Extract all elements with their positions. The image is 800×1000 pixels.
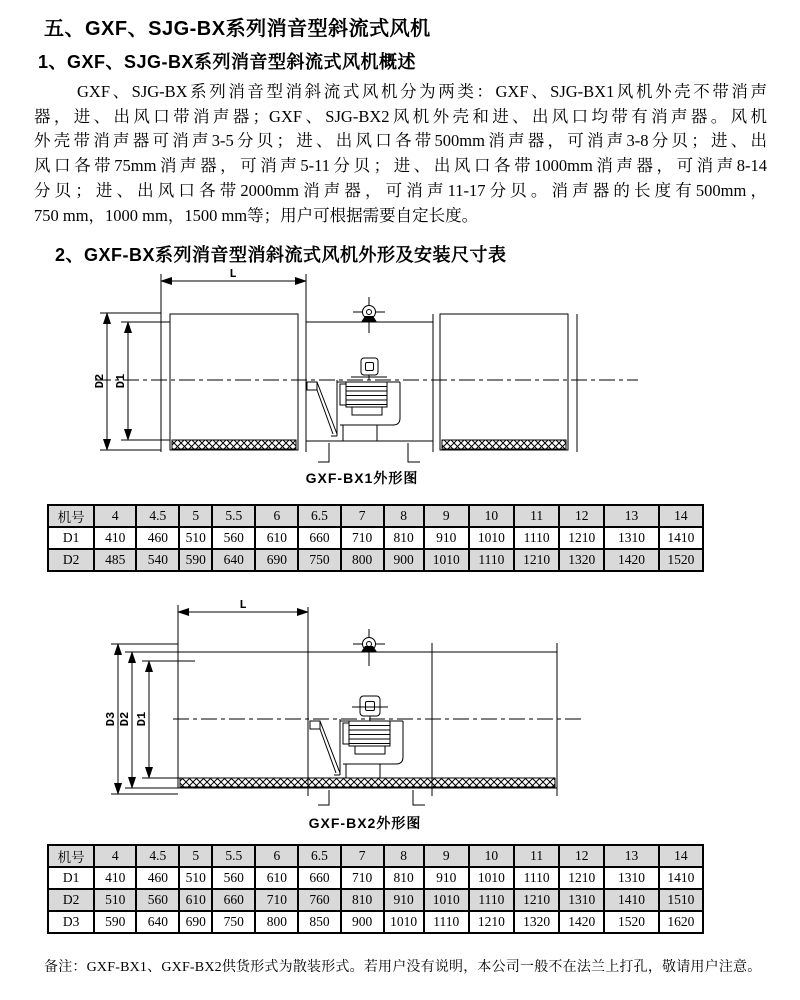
value-cell: 690 bbox=[179, 911, 212, 933]
value-cell: 910 bbox=[384, 889, 424, 911]
d1-dim-label: D1 bbox=[135, 711, 149, 727]
motor-impeller-assembly bbox=[307, 380, 400, 441]
value-cell: 1010 bbox=[424, 889, 469, 911]
value-cell: 850 bbox=[298, 911, 340, 933]
value-cell: 810 bbox=[341, 889, 384, 911]
value-cell: 610 bbox=[255, 867, 298, 889]
table-row bbox=[48, 549, 703, 571]
value-cell: 1210 bbox=[514, 549, 559, 571]
intro-line: GXF、SJG-BX系列消音型消斜流式风机分为两类：GXF、SJG-BX1风机外壳不带消声 bbox=[77, 82, 767, 101]
motor-impeller-assembly bbox=[310, 719, 403, 778]
value-cell: 1110 bbox=[469, 549, 514, 571]
value-cell: 510 bbox=[179, 867, 212, 889]
dimension-annotations bbox=[104, 600, 308, 794]
value-cell: 6 bbox=[255, 845, 298, 867]
value-cell: 11 bbox=[514, 505, 559, 527]
footnote: 备注：GXF-BX1、GXF-BX2供货形式为散装形式。若用户没有说明，本公司一般不在法兰上打孔，敬请用户注意。 bbox=[44, 960, 762, 975]
value-cell: 4.5 bbox=[136, 845, 179, 867]
value-cell: 810 bbox=[384, 527, 424, 549]
section2-heading: 2、GXF-BX系列消音型消斜流式风机外形及安装尺寸表 bbox=[55, 245, 507, 265]
value-cell: 13 bbox=[604, 505, 658, 527]
row-label-cell: D1 bbox=[48, 527, 94, 549]
value-cell: 1210 bbox=[514, 889, 559, 911]
value-cell: 1110 bbox=[469, 889, 514, 911]
drawing2-caption: GXF-BX2外形图 bbox=[308, 815, 422, 831]
value-cell: 710 bbox=[255, 889, 298, 911]
value-cell: 1010 bbox=[384, 911, 424, 933]
lifting-eyebolt bbox=[353, 297, 385, 333]
intro-line: 风口各带75mm消声器，可消声5-11分贝；进、出风口各带1000mm消声器，可消声8-14 bbox=[34, 156, 767, 176]
lifting-eyebolt bbox=[353, 629, 385, 666]
value-cell: 14 bbox=[659, 845, 703, 867]
value-cell: 1010 bbox=[469, 867, 514, 889]
value-cell: 560 bbox=[212, 527, 255, 549]
table-header-row bbox=[48, 845, 703, 867]
value-cell: 1110 bbox=[514, 867, 559, 889]
intro-paragraph bbox=[34, 80, 767, 228]
value-cell: 690 bbox=[255, 549, 298, 571]
leader-lines bbox=[318, 443, 420, 462]
value-cell: 640 bbox=[136, 911, 179, 933]
value-cell: 7 bbox=[341, 505, 384, 527]
silencer-lining-hatch bbox=[442, 440, 566, 449]
value-cell: 1310 bbox=[559, 889, 604, 911]
value-cell: 6 bbox=[255, 505, 298, 527]
value-cell: 10 bbox=[469, 505, 514, 527]
value-cell: 1010 bbox=[469, 527, 514, 549]
table-row bbox=[48, 889, 703, 911]
value-cell: 640 bbox=[212, 549, 255, 571]
length-dim-label: L bbox=[229, 268, 237, 281]
value-cell: 540 bbox=[136, 549, 179, 571]
value-cell: 5.5 bbox=[212, 505, 255, 527]
row-label-cell: 机号 bbox=[48, 505, 94, 527]
value-cell: 590 bbox=[179, 549, 212, 571]
value-cell: 660 bbox=[212, 889, 255, 911]
value-cell: 6.5 bbox=[298, 505, 340, 527]
row-label-cell: D3 bbox=[48, 911, 94, 933]
value-cell: 6.5 bbox=[298, 845, 340, 867]
value-cell: 4.5 bbox=[136, 505, 179, 527]
d3-dim-label: D3 bbox=[104, 711, 118, 727]
intro-line: 外壳带消声器可消声3-5分贝；进、出风口各带500mm消声器，可消声3-8分贝；进、出 bbox=[34, 131, 767, 151]
gxf-bx1-dimension-table bbox=[47, 504, 704, 572]
value-cell: 800 bbox=[255, 911, 298, 933]
value-cell: 1410 bbox=[604, 889, 658, 911]
value-cell: 12 bbox=[559, 845, 604, 867]
table-row bbox=[48, 911, 703, 933]
value-cell: 14 bbox=[659, 505, 703, 527]
value-cell: 660 bbox=[298, 867, 340, 889]
value-cell: 1110 bbox=[424, 911, 469, 933]
silencer-lining-hatch bbox=[180, 778, 555, 787]
drawing1-caption: GXF-BX1外形图 bbox=[305, 470, 419, 486]
value-cell: 5 bbox=[179, 845, 212, 867]
row-label-cell: D2 bbox=[48, 549, 94, 571]
value-cell: 1210 bbox=[559, 867, 604, 889]
value-cell: 12 bbox=[559, 505, 604, 527]
value-cell: 8 bbox=[384, 845, 424, 867]
value-cell: 1110 bbox=[514, 527, 559, 549]
value-cell: 590 bbox=[94, 911, 136, 933]
value-cell: 1520 bbox=[659, 549, 703, 571]
value-cell: 510 bbox=[94, 889, 136, 911]
d2-dim-label: D2 bbox=[93, 373, 107, 389]
value-cell: 900 bbox=[341, 911, 384, 933]
value-cell: 610 bbox=[255, 527, 298, 549]
value-cell: 1210 bbox=[559, 527, 604, 549]
gxf-bx1-outline-drawing bbox=[90, 268, 650, 473]
intro-line: 750 mm，1000 mm，1500 mm等；用户可根据需要自定长度。 bbox=[34, 205, 479, 225]
value-cell: 710 bbox=[341, 527, 384, 549]
silencer-lining-hatch bbox=[172, 440, 296, 449]
value-cell: 9 bbox=[424, 845, 469, 867]
value-cell: 1320 bbox=[559, 549, 604, 571]
outlet-silencer bbox=[440, 314, 577, 452]
value-cell: 1320 bbox=[514, 911, 559, 933]
value-cell: 1410 bbox=[659, 867, 703, 889]
value-cell: 710 bbox=[341, 867, 384, 889]
value-cell: 1520 bbox=[604, 911, 658, 933]
value-cell: 1420 bbox=[559, 911, 604, 933]
gxf-bx2-outline-drawing bbox=[95, 600, 595, 812]
value-cell: 1410 bbox=[659, 527, 703, 549]
value-cell: 1010 bbox=[424, 549, 469, 571]
value-cell: 460 bbox=[136, 527, 179, 549]
value-cell: 750 bbox=[298, 549, 340, 571]
value-cell: 5.5 bbox=[212, 845, 255, 867]
value-cell: 1310 bbox=[604, 527, 658, 549]
value-cell: 11 bbox=[514, 845, 559, 867]
length-dim-label: L bbox=[239, 600, 247, 612]
gxf-bx2-dimension-table bbox=[47, 844, 704, 934]
value-cell: 560 bbox=[212, 867, 255, 889]
value-cell: 8 bbox=[384, 505, 424, 527]
value-cell: 1620 bbox=[659, 911, 703, 933]
value-cell: 1510 bbox=[659, 889, 703, 911]
value-cell: 410 bbox=[94, 867, 136, 889]
value-cell: 13 bbox=[604, 845, 658, 867]
junction-box bbox=[351, 358, 387, 380]
value-cell: 510 bbox=[179, 527, 212, 549]
d2-dim-label: D2 bbox=[118, 711, 132, 727]
value-cell: 910 bbox=[424, 867, 469, 889]
row-label-cell: D2 bbox=[48, 889, 94, 911]
value-cell: 1210 bbox=[469, 911, 514, 933]
value-cell: 5 bbox=[179, 505, 212, 527]
value-cell: 7 bbox=[341, 845, 384, 867]
inlet-silencer bbox=[161, 274, 298, 452]
leader-lines bbox=[318, 790, 425, 805]
table-header-row bbox=[48, 505, 703, 527]
value-cell: 660 bbox=[298, 527, 340, 549]
intro-line: 分贝；进、出风口各带2000mm消声器，可消声11-17分贝。消声器的长度有500mm， bbox=[34, 180, 767, 200]
value-cell: 4 bbox=[94, 505, 136, 527]
value-cell: 560 bbox=[136, 889, 179, 911]
value-cell: 900 bbox=[384, 549, 424, 571]
row-label-cell: D1 bbox=[48, 867, 94, 889]
dimension-annotations bbox=[93, 268, 306, 450]
value-cell: 1310 bbox=[604, 867, 658, 889]
value-cell: 810 bbox=[384, 867, 424, 889]
value-cell: 10 bbox=[469, 845, 514, 867]
value-cell: 1420 bbox=[604, 549, 658, 571]
value-cell: 9 bbox=[424, 505, 469, 527]
section1-heading: 1、GXF、SJG-BX系列消音型斜流式风机概述 bbox=[38, 52, 417, 72]
table-row bbox=[48, 867, 703, 889]
table-row bbox=[48, 527, 703, 549]
row-label-cell: 机号 bbox=[48, 845, 94, 867]
value-cell: 910 bbox=[424, 527, 469, 549]
value-cell: 410 bbox=[94, 527, 136, 549]
value-cell: 4 bbox=[94, 845, 136, 867]
d1-dim-label: D1 bbox=[114, 373, 128, 389]
value-cell: 485 bbox=[94, 549, 136, 571]
page-title: 五、GXF、SJG-BX系列消音型斜流式风机 bbox=[44, 18, 431, 40]
value-cell: 800 bbox=[341, 549, 384, 571]
value-cell: 750 bbox=[212, 911, 255, 933]
value-cell: 760 bbox=[298, 889, 340, 911]
value-cell: 610 bbox=[179, 889, 212, 911]
value-cell: 460 bbox=[136, 867, 179, 889]
intro-line: 器，进、出风口带消声器；GXF、SJG-BX2风机外壳和进、出风口均带有消声器。风机 bbox=[34, 106, 767, 126]
